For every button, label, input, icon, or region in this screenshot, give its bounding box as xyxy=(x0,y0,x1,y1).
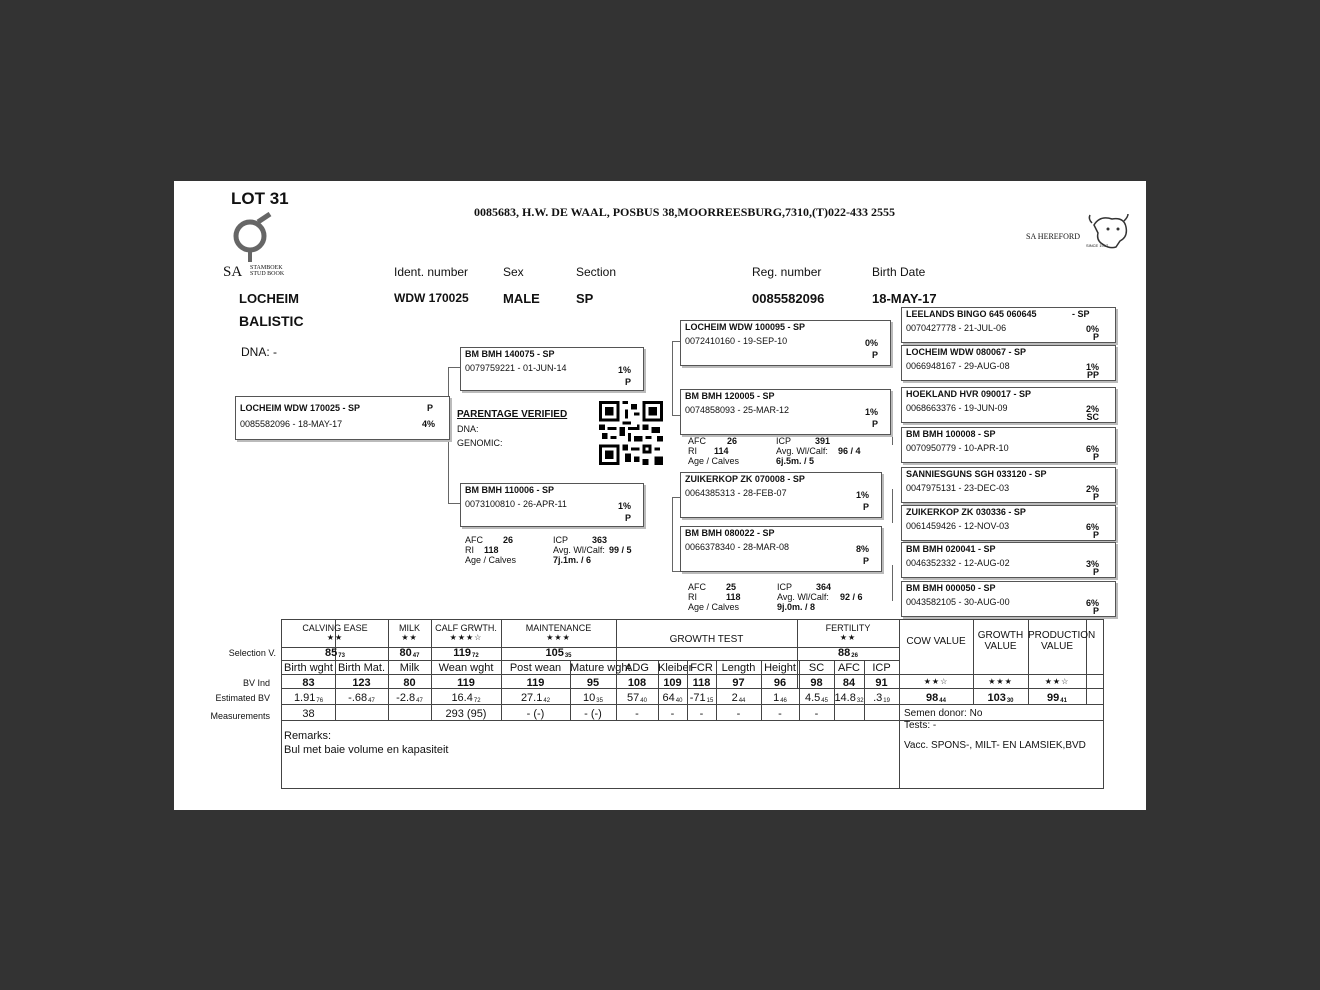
selection-value: $88_{26}$ xyxy=(838,647,858,659)
col-header: ADG xyxy=(625,662,649,674)
value-stars-icon: ★★☆ xyxy=(923,677,949,686)
col-header: Milk xyxy=(399,662,420,674)
pedigree-great-grandparent: LOCHEIM WDW 080067 - SP 0066948167 - 29-AUG-08 1% PP xyxy=(901,345,1116,381)
col-header: Wean wght xyxy=(438,662,494,674)
pedigree-great-grandparent: HOEKLAND HVR 090017 - SP 0068663376 - 19-JUN-09 2% SC xyxy=(901,387,1116,423)
breeder-info: 0085683, H.W. DE WAAL, POSBUS 38,MOORREESBURG,7310,(T)022-433 2555 xyxy=(474,205,896,219)
animal-name-line1: LOCHEIM xyxy=(239,291,299,306)
bv-index: 118 xyxy=(692,677,711,689)
studbook-logo-icon xyxy=(230,212,278,262)
pedigree-subject: LOCHEIM WDW 170025 - SP 0085582096 - 18-MAY-17 P 4% xyxy=(235,396,450,440)
pedigree-dam-sire: ZUIKERKOP ZK 070008 - SP 0064385313 - 28-FEB-07 1% P xyxy=(680,472,882,518)
group-stars-icon: ★★ xyxy=(326,633,344,642)
group-header: MAINTENANCE xyxy=(525,623,592,633)
col-header: Height xyxy=(764,662,796,674)
bv-index: 108 xyxy=(627,677,647,689)
selection-value: $80_{47}$ xyxy=(399,647,420,659)
pedigree-dam: BM BMH 110006 - SP 0073100810 - 26-APR-11 1% P xyxy=(460,483,644,527)
estimated-bv: $-2.8_{47}$ xyxy=(396,692,423,704)
measurement: - xyxy=(778,708,782,720)
col-header: SC xyxy=(808,662,825,674)
group-header-growth-test: GROWTH TEST xyxy=(669,634,744,645)
reg-label: Reg. number xyxy=(752,265,822,279)
pedigree-great-grandparent: BM BMH 020041 - SP 0046352332 - 12-AUG-02 3% P xyxy=(901,542,1116,578)
brand-name: SA HEREFORD xyxy=(1026,232,1081,241)
bv-index: 80 xyxy=(403,677,416,689)
estimated-bv: $16.4_{72}$ xyxy=(451,692,481,704)
col-header: Kleiber xyxy=(658,662,693,674)
estimated-bv: $1.91_{76}$ xyxy=(293,692,324,704)
col-header: Birth wght xyxy=(284,662,333,674)
bv-index: 96 xyxy=(773,677,787,689)
bv-index: 83 xyxy=(302,677,315,689)
studbook-line1: STAMBOEK xyxy=(250,265,283,271)
col-header: ICP xyxy=(872,662,891,674)
pedigree-dam-dam: BM BMH 080022 - SP 0066378340 - 28-MAR-08 8% P xyxy=(680,526,882,572)
animal-dna: DNA: - xyxy=(241,345,277,359)
estimated-bv: $-.68_{47}$ xyxy=(348,692,375,704)
birth-label: Birth Date xyxy=(872,265,926,279)
remarks-label: Remarks: xyxy=(284,730,332,742)
col-header: Mature wght xyxy=(570,662,631,674)
bv-index: 109 xyxy=(663,677,682,689)
estimated-bv: $64_{40}$ xyxy=(662,692,683,704)
sire-dam-stats: AFC 26 ICP 391 RI 114 Avg. Wl/Calf: 96 / 4 Age / Calves 6j.5m. / 5 xyxy=(688,436,861,466)
estimated-bv: $57_{40}$ xyxy=(627,692,647,704)
value-header: PRODUCTION VALUE xyxy=(1028,630,1096,652)
lot-number: LOT 31 xyxy=(231,189,289,208)
row-label-bv: BV Ind xyxy=(242,678,270,688)
parentage-dna: DNA: xyxy=(457,424,479,434)
measurement: - (-) xyxy=(526,708,545,720)
selection-value: $105_{35}$ xyxy=(545,647,572,659)
qr-code-icon xyxy=(598,401,664,465)
vaccinations: Vacc. SPONS-, MILT- EN LAMSIEK,BVD xyxy=(904,740,1086,751)
bv-index: 123 xyxy=(352,677,371,689)
col-header: AFC xyxy=(838,662,860,674)
ident-value: WDW 170025 xyxy=(394,291,469,305)
birth-value: 18-MAY-17 xyxy=(872,291,937,306)
animal-name-line2: BALISTIC xyxy=(239,313,304,329)
measurement: - xyxy=(736,708,741,720)
reg-value: 0085582096 xyxy=(752,291,825,306)
bv-index: 84 xyxy=(842,677,856,689)
estimated-bv: $14.8_{32}$ xyxy=(834,692,864,704)
brand-since: SINCE 1917 xyxy=(1086,243,1109,248)
measurement: - xyxy=(670,708,675,720)
group-header: FERTILITY xyxy=(825,623,871,633)
group-stars-icon: ★★★☆ xyxy=(449,633,483,642)
group-stars-icon: ★★★ xyxy=(546,633,571,642)
measurement: - (-) xyxy=(584,708,602,720)
value-score: $99_{41}$ xyxy=(1047,692,1067,704)
remarks-text: Bul met baie volume en kapasiteit xyxy=(284,744,449,756)
col-header: Birth Mat. xyxy=(337,662,386,674)
measurement: - xyxy=(814,708,819,720)
dam-dam-stats: AFC 25 ICP 364 RI 118 Avg. Wl/Calf: 92 / 6 Age / Calves 9j.0m. / 8 xyxy=(688,582,863,612)
section-label: Section xyxy=(576,265,617,279)
value-header: COW VALUE xyxy=(906,636,966,647)
value-score: $103_{30}$ xyxy=(987,692,1014,704)
sex-label: Sex xyxy=(503,265,524,279)
measurement: 293 (95) xyxy=(445,708,487,720)
bv-index: 119 xyxy=(526,677,545,689)
measurement: - xyxy=(635,708,639,720)
pedigree-great-grandparent: SANNIESGUNS SGH 033120 - SP 0047975131 - 23-DEC-03 2% P xyxy=(901,467,1116,503)
group-stars-icon: ★★ xyxy=(839,633,857,642)
selection-value: $85_{73}$ xyxy=(325,647,345,659)
pedigree-great-grandparent: BM BMH 000050 - SP 0043582105 - 30-AUG-00 6% P xyxy=(901,581,1116,617)
pedigree-sire: BM BMH 140075 - SP 0079759221 - 01-JUN-14 1% P xyxy=(460,347,644,391)
parentage-genomic: GENOMIC: xyxy=(457,438,503,448)
parentage-verified: PARENTAGE VERIFIED xyxy=(457,409,568,420)
col-header: Post wean xyxy=(509,662,562,674)
semen-donor: Semen donor: No xyxy=(904,708,983,719)
bv-table xyxy=(281,619,1104,789)
section-value: SP xyxy=(576,291,594,306)
col-header: Length xyxy=(721,662,756,674)
value-header: GROWTH VALUE xyxy=(977,630,1024,652)
bv-index: 91 xyxy=(875,677,888,689)
measurement: - xyxy=(699,708,704,720)
pedigree-certificate xyxy=(174,181,1146,810)
studbook-line2: STUD BOOK xyxy=(250,271,285,277)
col-header: FCR xyxy=(690,662,713,674)
studbook-sa: SA xyxy=(223,264,243,280)
pedigree-sire-sire: LOCHEIM WDW 100095 - SP 0072410160 - 19-SEP-10 0% P xyxy=(680,320,891,366)
group-stars-icon: ★★ xyxy=(401,633,418,642)
group-header: CALVING EASE xyxy=(302,623,368,633)
bv-index: 119 xyxy=(457,677,475,689)
estimated-bv: $2_{44}$ xyxy=(731,692,746,704)
ident-label: Ident. number xyxy=(394,265,469,279)
bv-index: 98 xyxy=(810,677,823,689)
value-stars-icon: ★★☆ xyxy=(1044,677,1070,686)
bv-index: 97 xyxy=(732,677,745,689)
estimated-bv: $4.5_{45}$ xyxy=(805,692,828,704)
estimated-bv: $.3_{19}$ xyxy=(873,692,890,704)
pedigree-sire-dam: BM BMH 120005 - SP 0074858093 - 25-MAR-12 1% P xyxy=(680,389,891,435)
hereford-head-icon xyxy=(1086,213,1130,249)
row-label-selection: Selection V. xyxy=(228,648,276,658)
estimated-bv: $10_{35}$ xyxy=(583,692,603,704)
group-header: MILK xyxy=(398,623,420,633)
row-label-ebv: Estimated BV xyxy=(215,693,270,703)
tests: Tests: - xyxy=(904,720,937,731)
dam-stats: AFC 26 ICP 363 RI 118 Avg. Wl/Calf: 99 / 5 Age / Calves 7j.1m. / 6 xyxy=(465,535,632,565)
estimated-bv: $-71_{15}$ xyxy=(689,692,714,704)
measurement: 38 xyxy=(302,708,315,720)
row-label-measurements: Measurements xyxy=(210,711,270,721)
sex-value: MALE xyxy=(503,291,540,306)
group-header: CALF GRWTH. xyxy=(435,623,497,633)
pedigree-great-grandparent: ZUIKERKOP ZK 030336 - SP 0061459426 - 12-NOV-03 6% P xyxy=(901,505,1116,541)
value-stars-icon: ★★★ xyxy=(988,677,1013,686)
estimated-bv: $27.1_{42}$ xyxy=(520,692,551,704)
pedigree-great-grandparent: BM BMH 100008 - SP 0070950779 - 10-APR-10 6% P xyxy=(901,427,1116,463)
estimated-bv: $1_{46}$ xyxy=(773,692,787,704)
pedigree-great-grandparent: LEELANDS BINGO 645 060645 - SP 0070427778 - 21-JUL-06 0% P xyxy=(901,307,1116,343)
selection-value: $119_{72}$ xyxy=(453,647,479,659)
value-score: $98_{44}$ xyxy=(926,692,946,704)
bv-index: 95 xyxy=(586,677,600,689)
